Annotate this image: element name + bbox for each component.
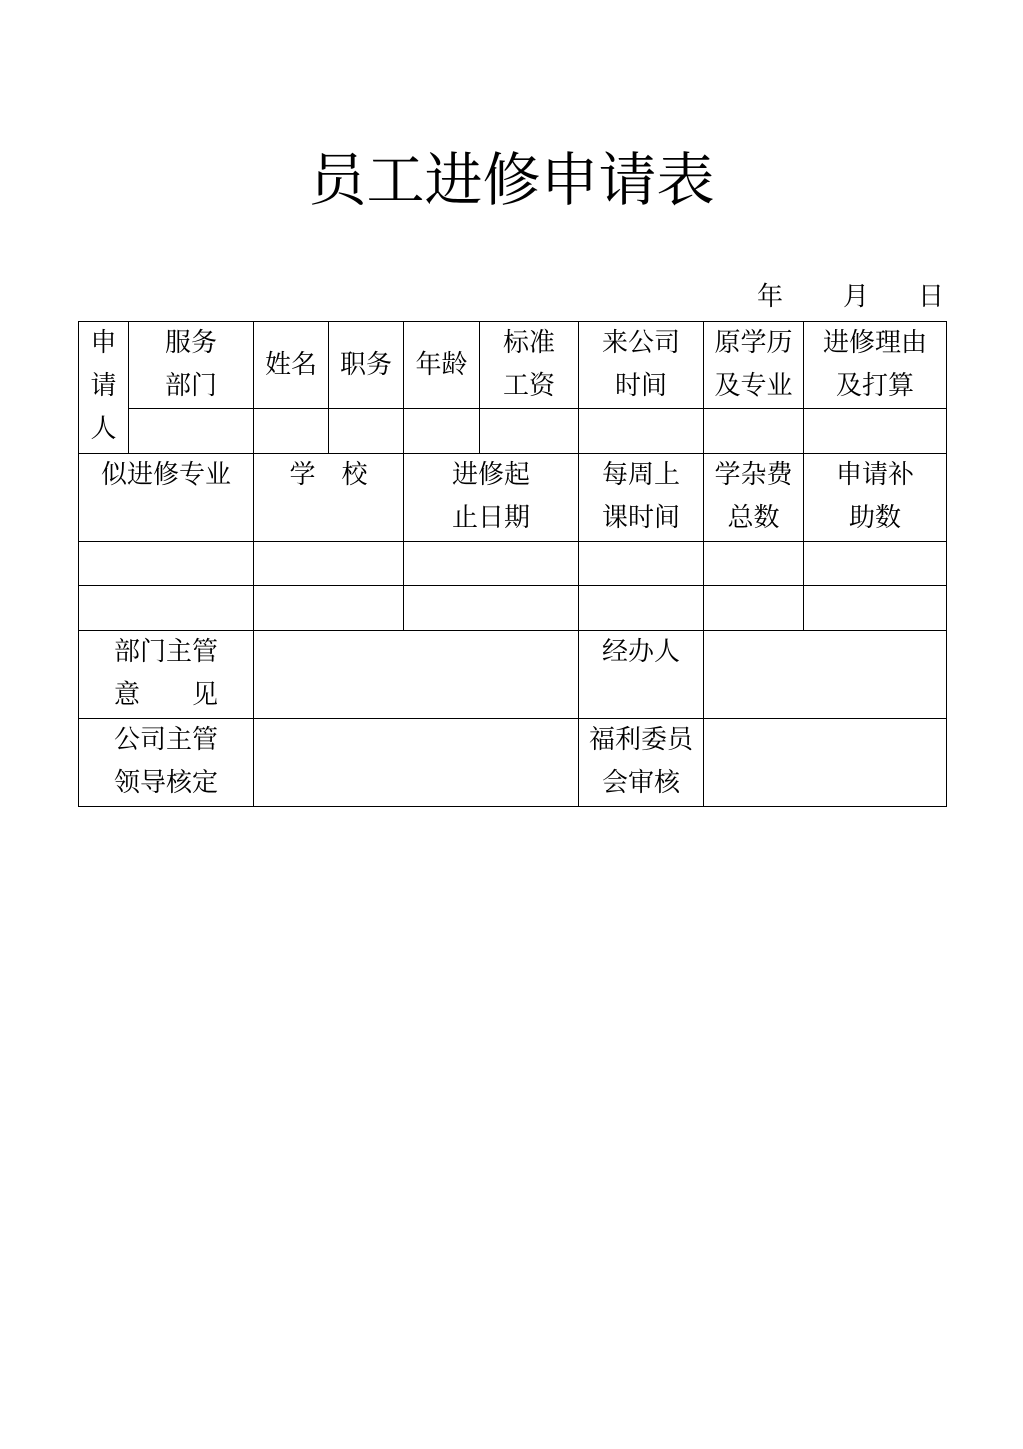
input-welfare-committee-review[interactable] [704, 719, 947, 807]
header-salary: 标准 工资 [480, 322, 579, 409]
input-name[interactable] [254, 409, 329, 454]
header-period: 进修起 止日期 [404, 454, 579, 542]
input-total-fees-1[interactable] [704, 542, 804, 586]
header-department: 服务 部门 [129, 322, 254, 409]
input-position[interactable] [329, 409, 404, 454]
date-day-label: 日 [918, 282, 945, 312]
applicant-row-label: 申 请 人 [79, 322, 129, 454]
input-department[interactable] [129, 409, 254, 454]
input-weekly-hours-1[interactable] [579, 542, 704, 586]
input-period-1[interactable] [404, 542, 579, 586]
input-subsidy-1[interactable] [804, 542, 947, 586]
input-company-leader-approval[interactable] [254, 719, 579, 807]
header-total-fees: 学杂费 总数 [704, 454, 804, 542]
header-position: 职务 [329, 322, 404, 409]
input-join-time[interactable] [579, 409, 704, 454]
input-dept-manager-opinion[interactable] [254, 631, 579, 719]
label-dept-manager-opinion: 部门主管 意 见 [79, 631, 254, 719]
header-join-time: 来公司 时间 [579, 322, 704, 409]
application-form-table [78, 321, 947, 807]
header-age: 年龄 [404, 322, 480, 409]
label-welfare-committee-review: 福利委员 会审核 [579, 719, 704, 807]
form-title: 员工进修申请表 [308, 146, 715, 214]
date-year-label: 年 [757, 282, 784, 312]
header-major: 似进修专业 [79, 454, 254, 542]
header-education: 原学历 及专业 [704, 322, 804, 409]
header-school: 学 校 [254, 454, 404, 542]
input-weekly-hours-2[interactable] [579, 586, 704, 631]
label-company-leader-approval: 公司主管 领导核定 [79, 719, 254, 807]
label-handler: 经办人 [579, 631, 704, 719]
input-reason[interactable] [804, 409, 947, 454]
input-school-2[interactable] [254, 586, 404, 631]
input-education[interactable] [704, 409, 804, 454]
input-salary[interactable] [480, 409, 579, 454]
input-major-1[interactable] [79, 542, 254, 586]
input-subsidy-2[interactable] [804, 586, 947, 631]
header-reason: 进修理由 及打算 [804, 322, 947, 409]
input-total-fees-2[interactable] [704, 586, 804, 631]
header-name: 姓名 [254, 322, 329, 409]
date-month-label: 月 [843, 282, 870, 312]
input-period-2[interactable] [404, 586, 579, 631]
header-weekly-hours: 每周上 课时间 [579, 454, 704, 542]
input-age[interactable] [404, 409, 480, 454]
input-handler[interactable] [704, 631, 947, 719]
input-school-1[interactable] [254, 542, 404, 586]
header-subsidy: 申请补 助数 [804, 454, 947, 542]
input-major-2[interactable] [79, 586, 254, 631]
